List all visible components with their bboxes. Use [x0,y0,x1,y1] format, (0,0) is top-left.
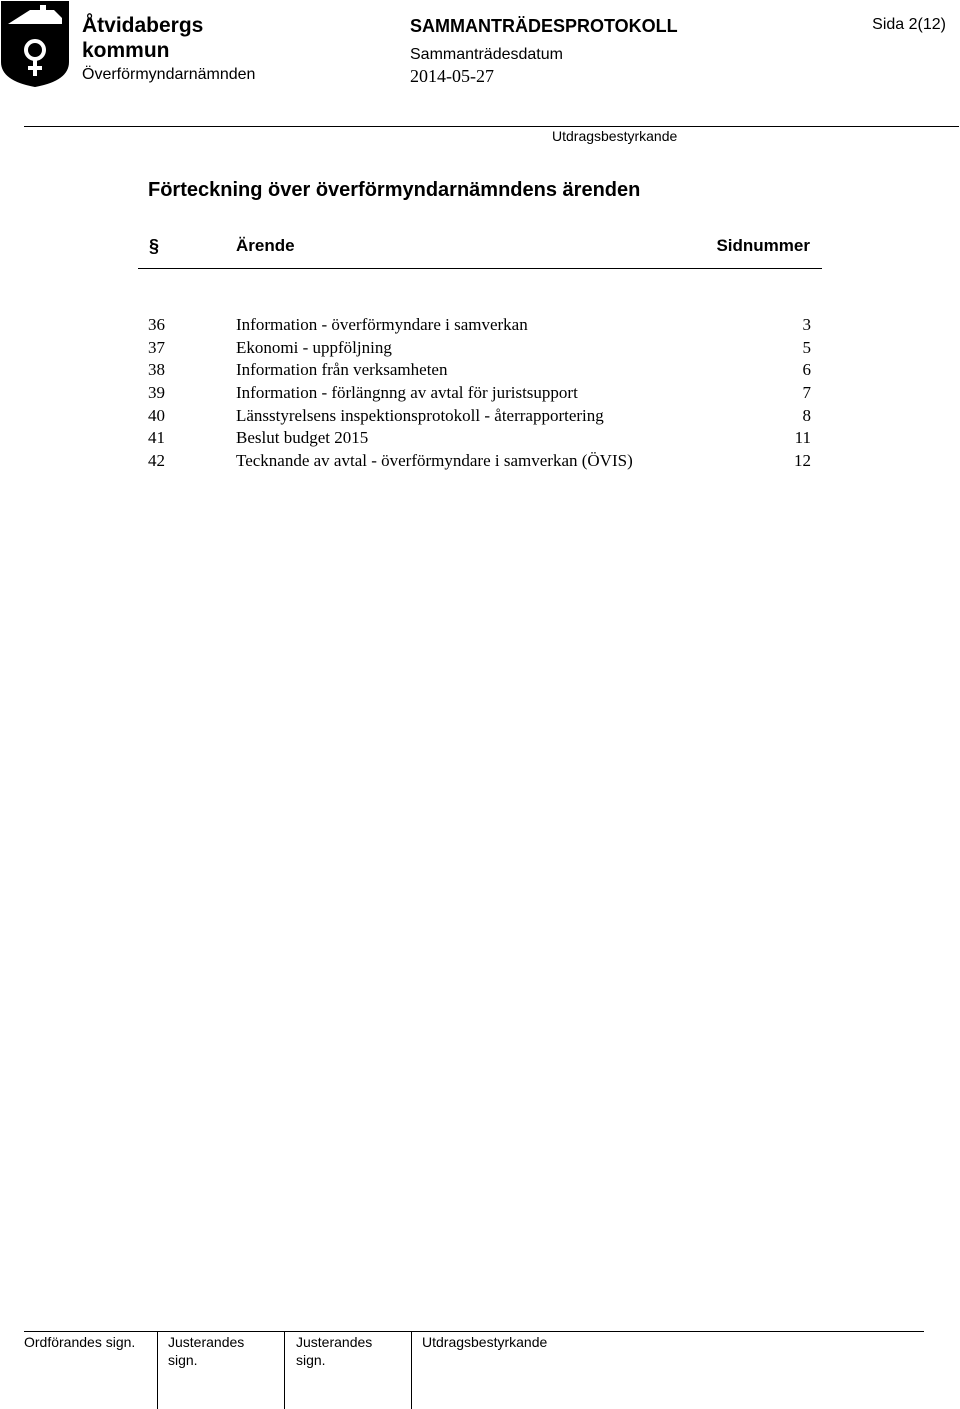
adjuster-signature-line1: Justerandes [168,1334,245,1350]
meeting-date-value: 2014-05-27 [410,66,494,86]
footer-column-divider [157,1331,158,1409]
list-item [0,338,960,361]
case-page: 11 [794,428,811,448]
case-page: 6 [802,360,811,380]
list-item [0,383,960,406]
case-page: 8 [802,405,811,425]
column-header-divider [138,268,822,269]
list-item [0,315,960,338]
case-number: 40 [148,405,165,425]
page-column-header: Sidnummer [716,236,810,255]
paragraph-symbol-header: § [149,236,160,256]
case-title: Information - överförmyndare i samverkan [236,315,528,334]
adjuster-signature-line1: Justerandes [296,1334,373,1350]
organization-name-line1: Åtvidabergs [82,14,204,37]
case-list [0,315,960,474]
adjuster-signature-line2: sign. [168,1352,198,1368]
case-number: 41 [148,428,165,448]
meeting-date-label: Sammanträdesdatum [410,46,563,63]
adjuster-signature-label [168,1333,244,1369]
case-number: 37 [148,337,165,357]
case-title: Information från verksamheten [236,360,448,380]
case-page: 5 [802,337,811,357]
list-item [0,406,960,429]
footer-column-divider [284,1331,285,1409]
case-number: 39 [148,383,165,403]
list-item [0,451,960,474]
case-number: 38 [148,360,165,380]
extract-certification-footer-label: Utdragsbestyrkande [422,1334,548,1350]
case-title: Information - förlängnng av avtal för juristsupport [236,383,578,403]
chair-signature-label: Ordförandes sign. [24,1334,136,1350]
page-title: Förteckning över överförmyndarnämndens ärenden [148,179,641,201]
list-item [0,428,960,451]
case-title: Ekonomi - uppföljning [236,337,392,357]
list-item [0,360,960,383]
organization-name-line2: kommun [82,39,170,62]
document-title: SAMMANTRÄDESPROTOKOLL [410,16,678,36]
case-page: 12 [794,451,811,471]
case-title: Beslut budget 2015 [236,428,369,448]
header-divider [24,126,959,127]
page-number: Sida 2(12) [872,16,946,33]
case-page: 3 [802,315,811,334]
case-title: Länsstyrelsens inspektionsprotokoll - återrapportering [236,405,604,425]
adjuster-signature-line2: sign. [296,1352,326,1368]
case-number: 42 [148,451,165,471]
case-number: 36 [148,315,165,334]
case-title: Tecknande av avtal - överförmyndare i samverkan (ÖVIS) [236,451,633,471]
footer-column-divider [411,1331,412,1409]
case-page: 7 [802,383,811,403]
municipal-coat-of-arms-icon [0,0,70,88]
extract-certification-label: Utdragsbestyrkande [552,128,678,144]
department-name: Överförmyndarnämnden [82,66,256,83]
footer-divider [24,1331,924,1332]
adjuster-signature-label [296,1333,372,1369]
case-column-header: Ärende [236,236,295,255]
